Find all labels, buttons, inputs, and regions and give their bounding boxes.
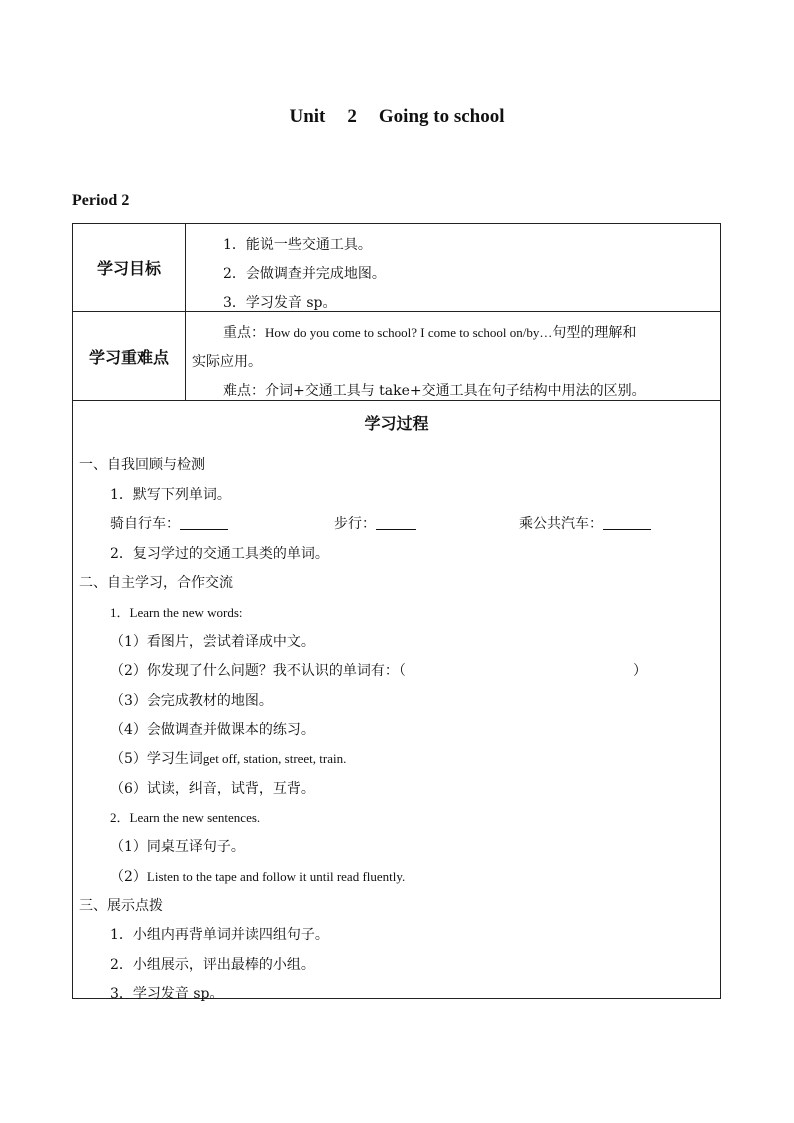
lesson-table	[72, 223, 721, 1002]
difficulty-label: 学习重难点	[73, 312, 186, 400]
difficulty-cell	[186, 312, 720, 400]
key-point	[223, 322, 636, 342]
goal-item: 3．学习发音 sp。	[223, 295, 337, 311]
key-suffix: 句型的理解和	[552, 325, 637, 341]
task-new-words-5-words: get off, station, street, train.	[202, 751, 347, 766]
title-number: 2	[347, 106, 357, 127]
task-new-sentences-2-text: Listen to the tape and follow it until read fluently.	[146, 869, 406, 884]
task-new-sentences-2	[110, 866, 405, 886]
key-text: How do you come to school? I come to school on/by…	[265, 325, 553, 340]
blank-bus	[519, 513, 651, 533]
blank-bus-line[interactable]	[603, 515, 651, 530]
section-1-heading: 一、自我回顾与检测	[79, 457, 205, 473]
blank-bike-label: 骑自行车：	[110, 516, 180, 532]
hard-point: 难点：介词+交通工具与 take+交通工具在句子结构中用法的区别。	[223, 383, 646, 399]
blank-bike	[110, 513, 228, 533]
title-unit: Unit	[289, 106, 326, 127]
task-new-sentences-2-prefix: （2）	[110, 869, 147, 885]
task-new-words-2-close: ）	[633, 663, 647, 679]
task-show-1: 1．小组内再背单词并读四组句子。	[110, 927, 329, 943]
period-label: Period 2	[72, 192, 130, 209]
task-new-words-5	[110, 748, 346, 768]
title-topic: Going to school	[378, 106, 505, 127]
task-show-2: 2．小组展示，评出最棒的小组。	[110, 957, 315, 973]
task-new-words: 1．Learn the new words:	[110, 605, 243, 620]
blank-walk-line[interactable]	[376, 515, 416, 530]
blank-walk-label: 步行：	[334, 516, 376, 532]
difficulty-row	[73, 312, 720, 401]
goal-item: 2．会做调查并完成地图。	[223, 266, 386, 282]
key-point-cont: 实际应用。	[192, 354, 262, 370]
task-new-words-3: （3）会完成教材的地图。	[110, 693, 273, 709]
goals-row	[73, 224, 720, 312]
process-heading: 学习过程	[364, 414, 429, 433]
section-3-heading: 三、展示点拨	[79, 898, 163, 914]
goals-cell	[186, 224, 720, 311]
blank-walk	[334, 513, 416, 533]
task-new-words-1: （1）看图片，尝试着译成中文。	[110, 634, 315, 650]
blank-bus-label: 乘公共汽车：	[519, 516, 603, 532]
document-title	[0, 106, 794, 128]
task-new-words-6: （6）试读，纠音，试背，互背。	[110, 781, 315, 797]
key-prefix: 重点：	[223, 325, 265, 341]
task-review: 2．复习学过的交通工具类的单词。	[110, 546, 329, 562]
section-2-heading: 二、自主学习，合作交流	[79, 575, 233, 591]
task-new-sentences: 2．Learn the new sentences.	[110, 810, 261, 825]
goal-item: 1．能说一些交通工具。	[223, 237, 372, 253]
task-show-3: 3．学习发音 sp。	[110, 986, 224, 1002]
goals-label: 学习目标	[73, 224, 186, 311]
task-dictation: 1．默写下列单词。	[110, 487, 231, 503]
task-new-sentences-1: （1）同桌互译句子。	[110, 839, 245, 855]
task-new-words-4: （4）会做调查并做课本的练习。	[110, 722, 315, 738]
blank-bike-line[interactable]	[180, 515, 228, 530]
task-new-words-5-prefix: （5）学习生词	[110, 751, 203, 767]
task-new-words-2: （2）你发现了什么问题？我不认识的单词有：（	[110, 663, 406, 679]
